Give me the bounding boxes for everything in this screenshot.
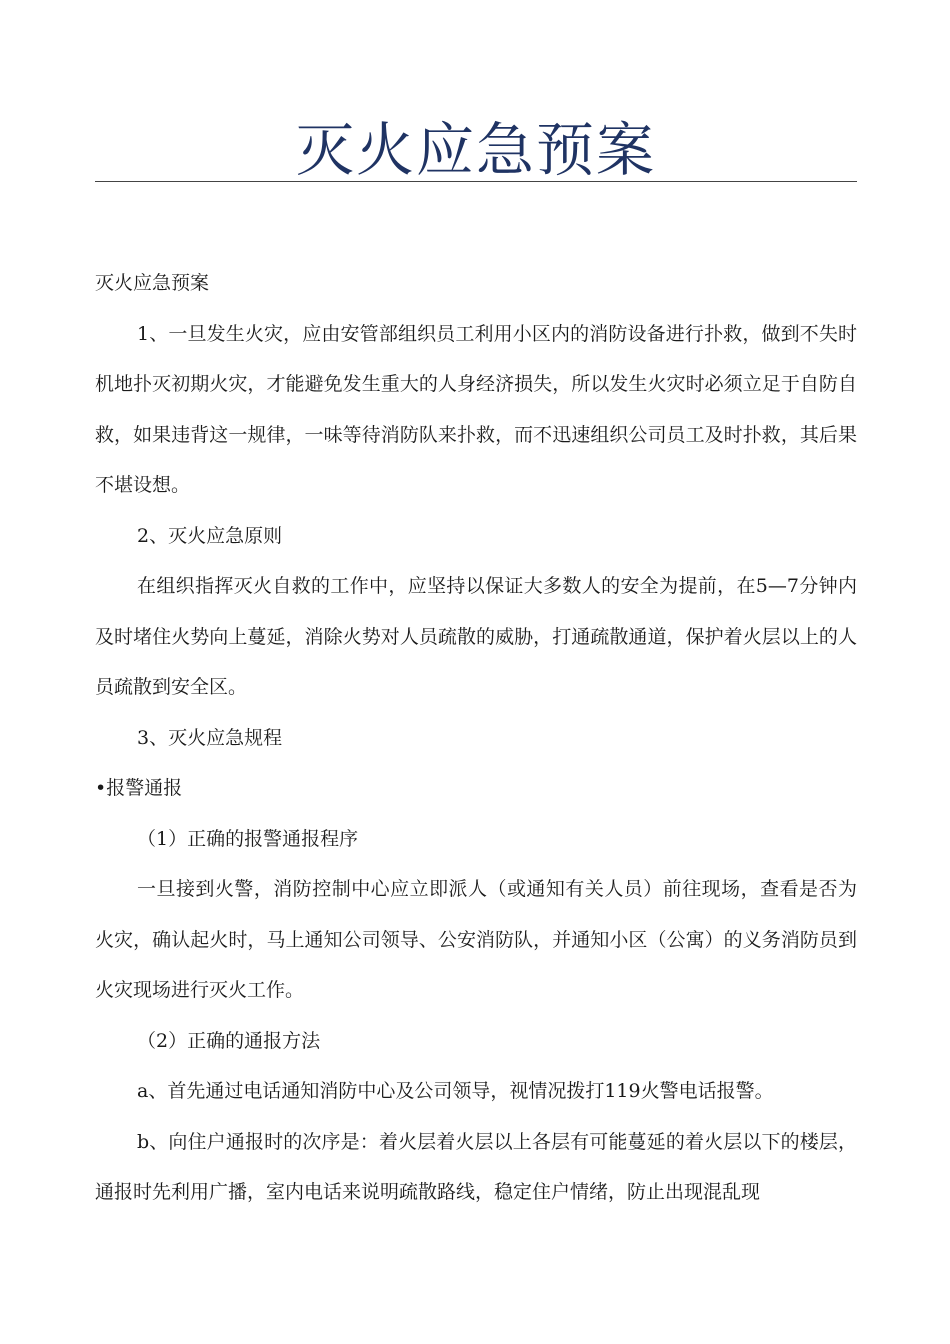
paragraph: a、首先通过电话通知消防中心及公司领导，视情况拨打119火警电话报警。 [137,1080,774,1102]
title-divider [95,181,857,182]
section-heading: 3、灭火应急规程 [137,726,283,749]
document-body [95,258,857,1218]
paragraph: 一旦接到火警，消防控制中心应立即派人（或通知有关人员）前往现场，查看是否为火灾，确认起火时，马上通知公司领导、公安消防队，并通知小区（公寓）的义务消防员到火灾现场进行灭火工作。 [95,878,857,1001]
subsection-heading: （2）正确的通报方法 [137,1029,321,1052]
section-heading: 灭火应急预案 [95,272,210,294]
subsection-heading: （1）正确的报警通报程序 [137,827,359,850]
section-heading: 2、灭火应急原则 [137,524,283,547]
paragraph: 在组织指挥灭火自救的工作中，应坚持以保证大多数人的安全为提前，在5—7分钟内及时堵住火势向上蔓延，消除火势对人员疏散的威胁，打通疏散通道，保护着火层以上的人员疏散到安全区。 [95,575,857,698]
paragraph: 1、一旦发生火灾，应由安管部组织员工利用小区内的消防设备进行扑救，做到不失时机地扑灭初期火灾，才能避免发生重大的人身经济损失，所以发生火灾时必须立足于自防自救，如果违背这一规律，一味等待消防队来扑救，而不迅速组织公司员工及时扑救，其后果不堪设想。 [95,322,857,496]
paragraph: b、向住户通报时的次序是：着火层着火层以上各层有可能蔓延的着火层以下的楼层，通报时先利用广播，室内电话来说明疏散路线，稳定住户情绪，防止出现混乱现 [95,1130,857,1203]
bullet-heading: •报警通报 [95,777,183,799]
document-title: 灭火应急预案 [295,116,656,184]
